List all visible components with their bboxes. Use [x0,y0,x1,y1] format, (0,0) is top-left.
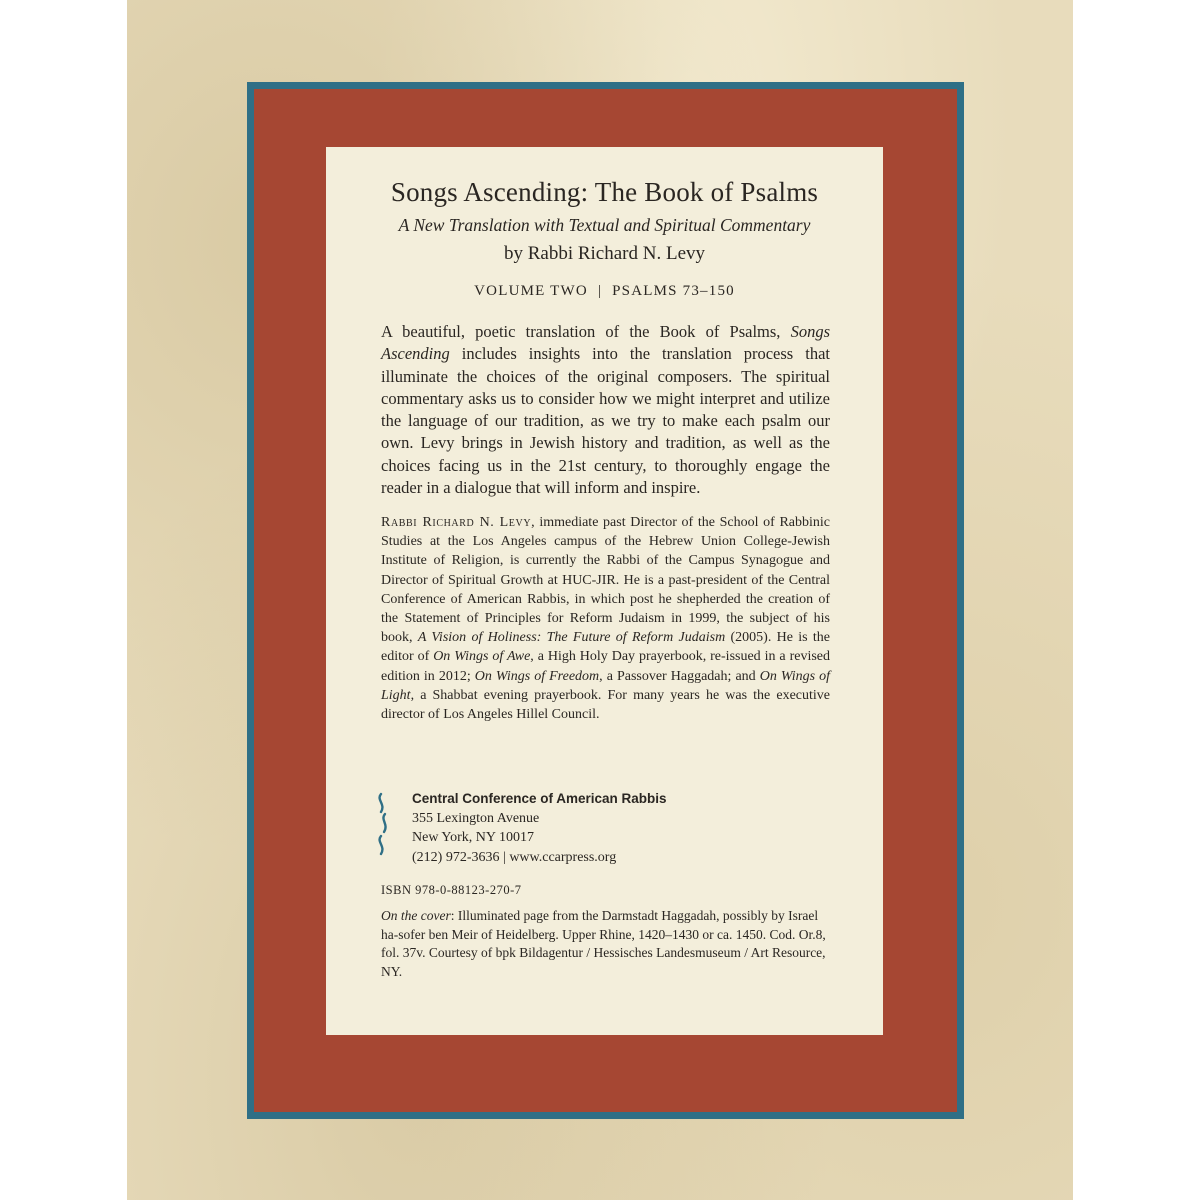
bio-author-name: Rabbi Richard N. Levy [381,515,532,530]
publisher-address: 355 Lexington Avenue [412,810,540,826]
publisher-block [412,789,812,867]
publisher-city: New York, NY 10017 [412,830,534,845]
description-text-2: includes insights into the translation process that illuminate the choices of the original composers. The spiritual commentary asks us to consider how we might interpret and utilize the language of our tradition, as we try to make each psalm our own. Levy brings in Jewish history and tradition, as well as the choices facing us in the 21st century, to thoroughly engage the reader in a dialogue that will inform and inspire. [381,344,830,498]
bio-text-4: , a Passover Haggadah; and [599,668,760,684]
contact-separator: | [503,849,506,865]
book-author: by Rabbi Richard N. Levy [503,243,706,264]
publisher-website[interactable]: www.ccarpress.org [509,849,617,865]
bio-book-3: On Wings of Freedom [474,668,600,684]
bio-text-3: , a High Holy Day prayerbook, re-issued in a revised edition in 2012; [381,649,830,684]
text-panel [326,147,883,1035]
description-paragraph [381,321,830,499]
ccar-flame-logo-icon [372,792,394,862]
isbn-line: ISBN 978-0-88123-270-7 [381,883,522,897]
book-subtitle: A New Translation with Textual and Spiritual Commentary [398,215,811,235]
bio-text-5: , a Shabbat evening prayerbook. For many years he was the executive director of Los Angeles Hillel Council. [381,687,830,723]
volume-label: VOLUME TWO [474,283,588,299]
cover-note [381,907,830,981]
bio-book-4: On Wings of Light [381,668,831,703]
psalms-range: PSALMS 73–150 [612,283,735,299]
author-bio [381,513,830,724]
bio-book-2: On Wings of Awe [433,649,531,665]
bio-text-2: (2005). He is the editor of [381,630,830,665]
description-text-1: A beautiful, poetic translation of the Book of Psalms, [381,322,791,341]
volume-separator: | [597,283,603,299]
cover-note-label: On the cover [381,908,451,923]
description-title-italic: Songs Ascending [381,322,830,364]
bio-text-1: , immediate past Director of the School of Rabbinic Studies at the Los Angeles campus of the Hebrew Union College-Jewish Institute of Religion, is currently the Rabbi of the Campus Synagogue and Director of Spiritual Growth at HUC-JIR. He is a past-president of the Central Conference of American Rabbis, in which post he shepherded the creation of the Statement of Principles for Reform Judaism in 1999, the subject of his book, [381,515,830,646]
publisher-phone: (212) 972-3636 [412,849,500,865]
book-title: Songs Ascending: The Book of Psalms [390,177,819,207]
publisher-name: Central Conference of American Rabbis [412,791,667,806]
volume-line [326,283,883,300]
bio-book-1: A Vision of Holiness: The Future of Reform Judaism [417,630,726,646]
publisher-contact [412,848,812,868]
cover-note-text: : Illuminated page from the Darmstadt Haggadah, possibly by Israel ha-sofer ben Meir of Heidelberg. Upper Rhine, 1420–1430 or ca. 1450. Cod. Or.8, fol. 37v. Courtesy of bpk Bildagentur / Hessisches Landesmuseum / Art Resource, NY. [381,908,826,979]
